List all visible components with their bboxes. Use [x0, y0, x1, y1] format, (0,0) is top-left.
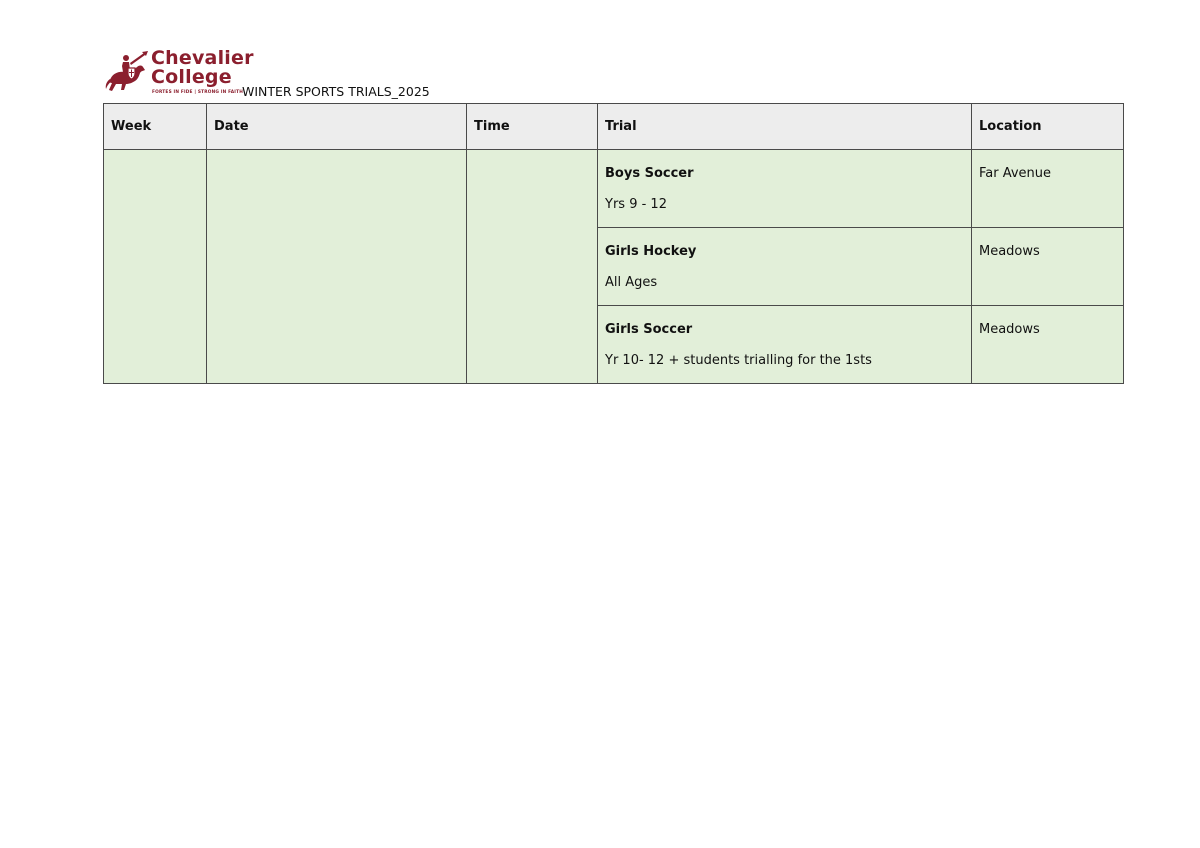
logo-name-line2: College	[151, 66, 232, 88]
table-header-row	[104, 104, 1124, 150]
location-text: Meadows	[979, 244, 1040, 259]
trials-table	[103, 103, 1124, 384]
document-title: WINTER SPORTS TRIALS_2025	[242, 84, 430, 99]
location-cell	[972, 228, 1124, 306]
header-week: Week	[104, 104, 207, 150]
document-header	[104, 48, 804, 102]
horse-rider-icon	[104, 50, 148, 96]
header-trial: Trial	[598, 104, 972, 150]
table-row	[104, 150, 1124, 228]
location-cell	[972, 306, 1124, 384]
trial-detail: Yrs 9 - 12	[605, 197, 667, 212]
week-cell	[104, 150, 207, 384]
header-date: Date	[207, 104, 467, 150]
trial-detail: Yr 10- 12 + students trialling for the 1sts	[605, 353, 872, 368]
time-cell	[467, 150, 598, 384]
date-cell	[207, 150, 467, 384]
location-text: Meadows	[979, 322, 1040, 337]
location-text: Far Avenue	[979, 166, 1052, 181]
trial-name: Girls Soccer	[605, 322, 693, 337]
trial-cell	[598, 306, 972, 384]
trial-detail: All Ages	[605, 275, 658, 290]
header-location: Location	[972, 104, 1124, 150]
trial-name: Boys Soccer	[605, 166, 694, 181]
trial-cell	[598, 228, 972, 306]
college-logo	[104, 47, 254, 98]
location-cell	[972, 150, 1124, 228]
trial-name: Girls Hockey	[605, 244, 697, 259]
logo-motto: FORTES IN FIDE | STRONG IN FAITH	[152, 90, 244, 95]
header-time: Time	[467, 104, 598, 150]
trial-cell	[598, 150, 972, 228]
logo-name-line1: Chevalier	[151, 47, 254, 69]
